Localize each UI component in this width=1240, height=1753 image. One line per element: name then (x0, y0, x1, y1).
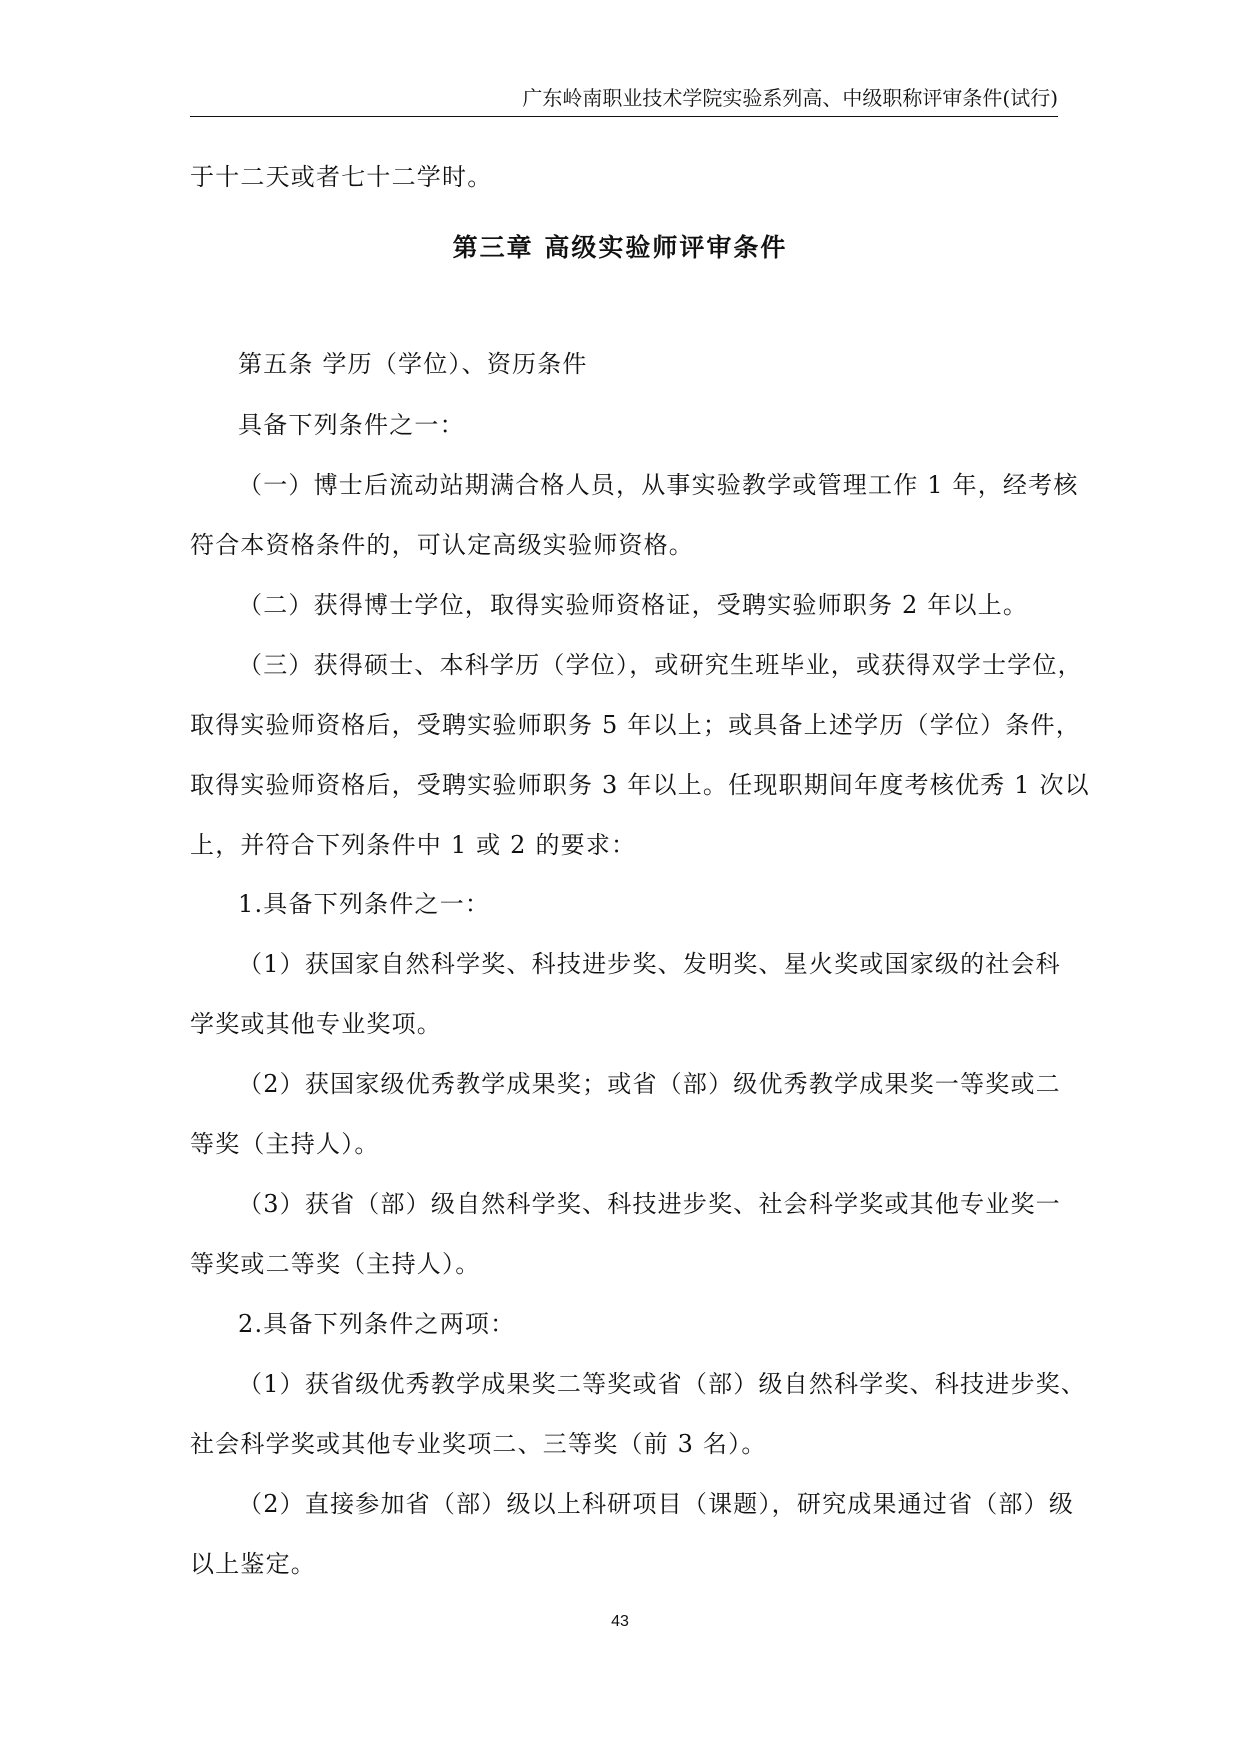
req-1-item-3-line-1: （3）获省（部）级自然科学奖、科技进步奖、社会科学奖或其他专业奖一 (238, 1190, 1061, 1218)
item-3-line-3: 取得实验师资格后，受聘实验师职务 3 年以上。任现职期间年度考核优秀 1 次以 (190, 771, 1090, 799)
item-3-line-2: 取得实验师资格后，受聘实验师职务 5 年以上；或具备上述学历（学位）条件， (190, 711, 1081, 739)
requirement-2-title: 2.具备下列条件之两项： (238, 1310, 516, 1338)
req-2-item-2-line-1: （2）直接参加省（部）级以上科研项目（课题），研究成果通过省（部）级 (238, 1490, 1075, 1518)
requirement-1-title: 1.具备下列条件之一： (238, 890, 491, 918)
req-1-item-1-line-1: （1）获国家自然科学奖、科技进步奖、发明奖、星火奖或国家级的社会科 (238, 950, 1061, 978)
page-header: 广东岭南职业技术学院实验系列高、中级职称评审条件(试行) (522, 86, 1058, 110)
item-1-line-2: 符合本资格条件的，可认定高级实验师资格。 (190, 531, 694, 559)
req-1-item-2-line-2: 等奖（主持人）。 (190, 1130, 380, 1158)
item-3-line-1: （三）获得硕士、本科学历（学位），或研究生班毕业，或获得双学士学位， (238, 651, 1083, 679)
req-1-item-1-line-2: 学奖或其他专业奖项。 (190, 1010, 442, 1038)
item-3-line-4: 上，并符合下列条件中 1 或 2 的要求： (190, 831, 637, 859)
item-1-line-1: （一）博士后流动站期满合格人员，从事实验教学或管理工作 1 年，经考核 (238, 471, 1079, 499)
req-1-item-2-line-1: （2）获国家级优秀教学成果奖；或省（部）级优秀教学成果奖一等奖或二 (238, 1070, 1061, 1098)
req-2-item-1-line-1: （1）获省级优秀教学成果奖二等奖或省（部）级自然科学奖、科技进步奖、 (238, 1370, 1087, 1398)
continuation-text: 于十二天或者七十二学时。 (190, 163, 493, 191)
req-2-item-1-line-2: 社会科学奖或其他专业奖项二、三等奖（前 3 名）。 (190, 1430, 767, 1458)
conditions-intro: 具备下列条件之一： (238, 411, 465, 439)
page-number: 43 (611, 1613, 629, 1630)
req-2-item-2-line-2: 以上鉴定。 (190, 1550, 316, 1578)
article-5-heading: 第五条 学历（学位）、资历条件 (238, 350, 588, 378)
chapter-title: 第三章 高级实验师评审条件 (452, 233, 788, 262)
item-2-line-1: （二）获得博士学位，取得实验师资格证，受聘实验师职务 2 年以上。 (238, 591, 1029, 619)
req-1-item-3-line-2: 等奖或二等奖（主持人）。 (190, 1250, 481, 1278)
header-rule (190, 116, 1058, 117)
